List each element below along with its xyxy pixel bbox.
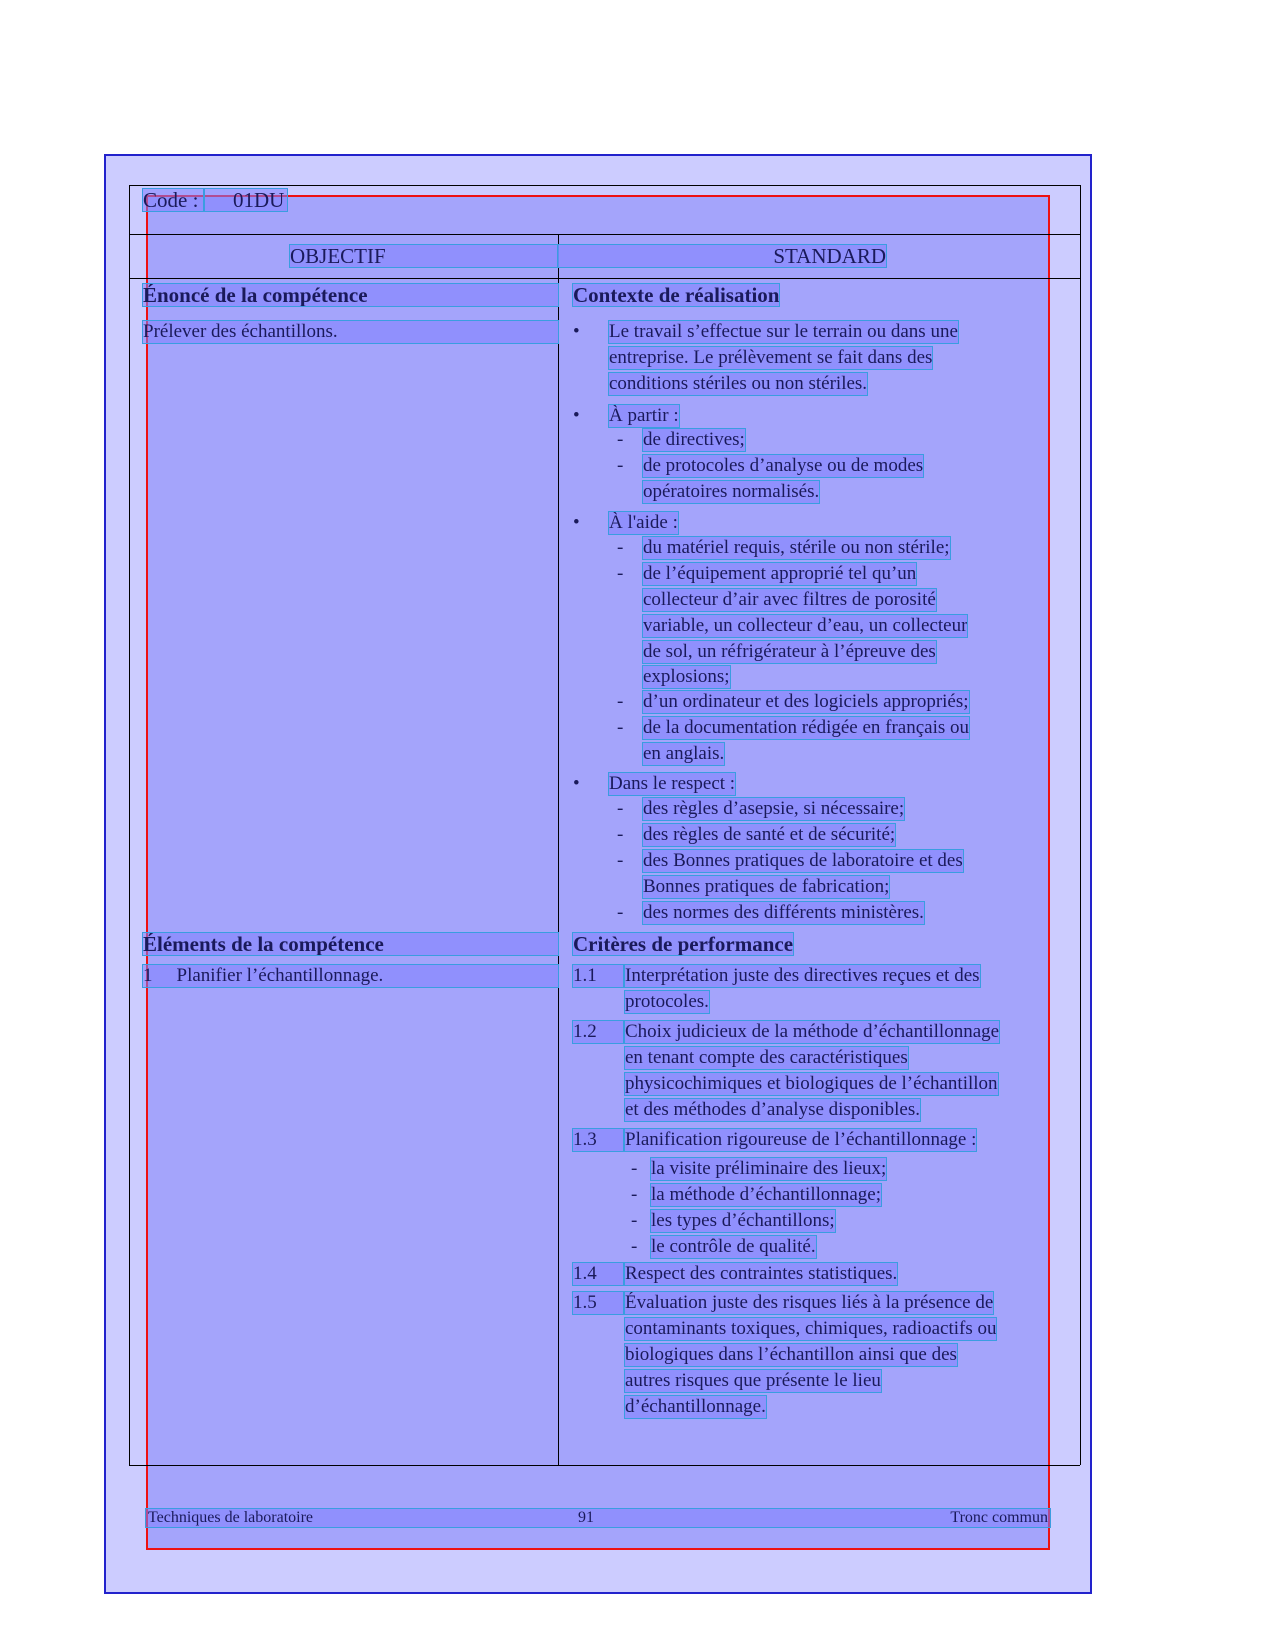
partir-label: À partir : xyxy=(609,405,679,426)
respect-label: Dans le respect : xyxy=(609,773,736,794)
table-right-border xyxy=(1080,185,1081,1465)
aide-item-2-line-4: de sol, un réfrigérateur à l’épreuve des xyxy=(643,641,936,662)
element-item xyxy=(143,965,558,987)
code-label: Code : xyxy=(143,189,203,211)
dash-icon: - xyxy=(617,798,624,819)
bullet-icon: • xyxy=(573,512,580,533)
dash-icon: - xyxy=(617,691,624,712)
respect-item-3-line-1: des Bonnes pratiques de laboratoire et des xyxy=(643,850,963,871)
elements-title: Éléments de la compétence xyxy=(143,933,558,955)
dash-icon: - xyxy=(617,429,624,450)
text-line: entreprise. Le prélèvement se fait dans des xyxy=(609,347,933,368)
dash-icon: - xyxy=(631,1184,638,1205)
element-text: Planifier l’échantillonnage. xyxy=(176,965,384,986)
critere-1-5-line-5: d’échantillonnage. xyxy=(625,1396,766,1417)
footer-program: Techniques de laboratoire xyxy=(148,1509,314,1526)
critere-number: 1.1 xyxy=(573,965,623,987)
text-line: Le travail s’effectue sur le terrain ou dans une xyxy=(609,321,958,342)
critere-1-4-line-1: Respect des contraintes statistiques. xyxy=(625,1263,898,1284)
standard-label: STANDARD xyxy=(773,244,886,268)
partir-item-2-line-1: de protocoles d’analyse ou de modes xyxy=(643,455,924,476)
code-value: 01DU xyxy=(205,189,287,211)
critere-number: 1.3 xyxy=(573,1129,623,1151)
aide-item-4-line-1: de la documentation rédigée en français ou xyxy=(643,717,970,738)
critere-1-3-sub-4: le contrôle de qualité. xyxy=(651,1236,816,1257)
dash-icon: - xyxy=(617,537,624,558)
respect-item-1: des règles d’asepsie, si nécessaire; xyxy=(643,798,905,819)
dash-icon: - xyxy=(631,1158,638,1179)
page-footer xyxy=(146,1509,1050,1527)
aide-item-4-line-2: en anglais. xyxy=(643,743,725,764)
enonce-text: Prélever des échantillons. xyxy=(143,321,558,343)
critere-1-1-line-1: Interprétation juste des directives reçues et des xyxy=(625,965,980,986)
critere-1-3-sub-2: la méthode d’échantillonnage; xyxy=(651,1184,882,1205)
critere-1-3-sub-1: la visite préliminaire des lieux; xyxy=(651,1158,887,1179)
critere-1-2-line-1: Choix judicieux de la méthode d’échantillonnage xyxy=(625,1021,1000,1042)
objectif-label: OBJECTIF xyxy=(290,244,386,268)
objectif-header xyxy=(290,245,558,267)
critere-1-2-line-4: et des méthodes d’analyse disponibles. xyxy=(625,1099,920,1120)
criteres-title: Critères de performance xyxy=(573,932,794,956)
table-left-border xyxy=(129,185,130,1465)
aide-item-2-line-1: de l’équipement approprié tel qu’un xyxy=(643,563,917,584)
partir-item-1: de directives; xyxy=(643,429,745,450)
critere-1-5-line-1: Évaluation juste des risques liés à la présence de xyxy=(625,1292,994,1313)
page-number: 91 xyxy=(578,1509,594,1526)
table-bottom-border xyxy=(129,1465,1080,1466)
dash-icon: - xyxy=(617,563,624,584)
bullet-icon: • xyxy=(573,773,580,794)
aide-item-2-line-3: variable, un collecteur d’eau, un collecteur xyxy=(643,615,968,636)
aide-item-1: du matériel requis, stérile ou non stérile; xyxy=(643,537,950,558)
bullet-icon: • xyxy=(573,405,580,426)
critere-1-2-line-3: physicochimiques et biologiques de l’échantillon xyxy=(625,1073,998,1094)
enonce-title: Énoncé de la compétence xyxy=(143,284,558,306)
critere-1-5-line-4: autres risques que présente le lieu xyxy=(625,1370,881,1391)
respect-item-4: des normes des différents ministères. xyxy=(643,902,924,923)
footer-section: Tronc commun xyxy=(950,1509,1048,1526)
element-number: 1 xyxy=(143,965,153,986)
dash-icon: - xyxy=(617,902,624,923)
standard-header xyxy=(558,245,886,267)
dash-icon: - xyxy=(617,455,624,476)
critere-number: 1.5 xyxy=(573,1292,623,1314)
critere-1-3-sub-3: les types d’échantillons; xyxy=(651,1210,835,1231)
dash-icon: - xyxy=(631,1210,638,1231)
critere-1-5-line-2: contaminants toxiques, chimiques, radioactifs ou xyxy=(625,1318,997,1339)
aide-label: À l'aide : xyxy=(609,512,678,533)
aide-item-2-line-2: collecteur d’air avec filtres de porosité xyxy=(643,589,936,610)
critere-1-1-line-2: protocoles. xyxy=(625,991,709,1012)
text-line: conditions stériles ou non stériles. xyxy=(609,373,868,394)
aide-item-3: d’un ordinateur et des logiciels appropriés; xyxy=(643,691,969,712)
critere-number: 1.2 xyxy=(573,1021,623,1043)
partir-item-2-line-2: opératoires normalisés. xyxy=(643,481,820,502)
contexte-title: Contexte de réalisation xyxy=(573,283,780,307)
columns-divider xyxy=(129,278,1080,279)
dash-icon: - xyxy=(617,850,624,871)
critere-number: 1.4 xyxy=(573,1263,623,1285)
aide-item-2-line-5: explosions; xyxy=(643,666,730,687)
critere-1-2-line-2: en tenant compte des caractéristiques xyxy=(625,1047,908,1068)
dash-icon: - xyxy=(631,1236,638,1257)
table-top-border xyxy=(129,185,1080,186)
critere-1-5-line-3: biologiques dans l’échantillon ainsi que des xyxy=(625,1344,957,1365)
header-divider xyxy=(129,234,1080,235)
respect-item-3-line-2: Bonnes pratiques de fabrication; xyxy=(643,876,890,897)
critere-1-3-line-1: Planification rigoureuse de l’échantillonnage : xyxy=(625,1129,977,1150)
bullet-icon: • xyxy=(573,321,580,342)
dash-icon: - xyxy=(617,717,624,738)
dash-icon: - xyxy=(617,824,624,845)
respect-item-2: des règles de santé et de sécurité; xyxy=(643,824,896,845)
column-separator xyxy=(558,234,559,1465)
